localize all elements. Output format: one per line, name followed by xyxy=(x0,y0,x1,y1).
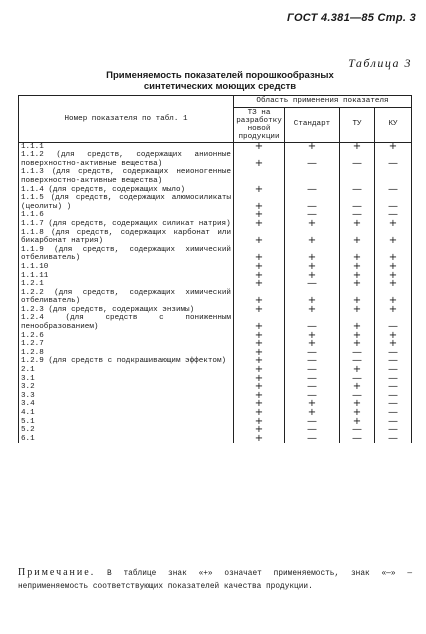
tz-mark-cell: + xyxy=(234,186,285,195)
indicator-number-cell: 2.1 xyxy=(19,366,234,375)
indicator-number-cell: 5.1 xyxy=(19,418,234,427)
standard-mark-cell: + xyxy=(285,332,340,341)
indicator-number-cell: 1.2.9 (для средств с подкрашивающим эффектом) xyxy=(19,357,234,366)
tu-mark-cell: + xyxy=(340,383,375,392)
ku-mark-cell: — xyxy=(375,211,412,220)
tu-mark-cell: + xyxy=(340,332,375,341)
standard-mark-cell xyxy=(285,168,340,185)
indicator-number-cell: 1.1.4 (для средств, содержащих мыло) xyxy=(19,186,234,195)
standard-mark-cell: — xyxy=(285,366,340,375)
ku-mark-cell: — xyxy=(375,314,412,331)
standard-mark-cell: + xyxy=(285,220,340,229)
tu-mark-cell: + xyxy=(340,366,375,375)
standard-mark-cell: — xyxy=(285,375,340,384)
indicator-number-cell: 1.1.9 (для средств, содержащих химический отбеливатель) xyxy=(19,246,234,263)
ku-mark-cell: — xyxy=(375,151,412,168)
indicator-number-cell: 1.2.2 (для средств, содержащих химический отбеливатель) xyxy=(19,289,234,306)
indicator-number-cell: 1.1.7 (для средств, содержащих силикат натрия) xyxy=(19,220,234,229)
indicator-number-cell: 3.4 xyxy=(19,400,234,409)
ku-mark-cell: — xyxy=(375,375,412,384)
table-label: Таблица 3 xyxy=(348,56,412,70)
tz-mark-cell: + xyxy=(234,211,285,220)
column-header-indicator-number: Номер показателя по табл. 1 xyxy=(19,96,234,143)
tz-mark-cell: + xyxy=(234,194,285,211)
table-row xyxy=(19,306,412,315)
standard-mark-cell: + xyxy=(285,306,340,315)
standard-mark-cell: — xyxy=(285,426,340,435)
tz-mark-cell: + xyxy=(234,349,285,358)
ku-mark-cell: + xyxy=(375,306,412,315)
ku-mark-cell: — xyxy=(375,409,412,418)
column-header-application-area: Область применения показателя xyxy=(234,96,412,108)
tz-mark-cell: + xyxy=(234,332,285,341)
indicator-number-cell: 1.2.7 xyxy=(19,340,234,349)
standard-mark-cell: + xyxy=(285,289,340,306)
ku-mark-cell: — xyxy=(375,418,412,427)
tz-mark-cell: + xyxy=(234,280,285,289)
table-title-line-2: синтетических моющих средств xyxy=(143,81,297,92)
tz-mark-cell: + xyxy=(234,220,285,229)
standard-mark-cell: + xyxy=(285,263,340,272)
standard-mark-cell: + xyxy=(285,272,340,281)
standard-mark-cell: + xyxy=(285,400,340,409)
tz-mark-cell: + xyxy=(234,263,285,272)
standard-mark-cell: — xyxy=(285,392,340,401)
tz-mark-cell: + xyxy=(234,357,285,366)
table-row xyxy=(19,229,412,246)
standard-mark-cell: — xyxy=(285,357,340,366)
indicator-number-cell: 1.2.3 (для средств, содержащих энзимы) xyxy=(19,306,234,315)
indicator-number-cell: 1.1.3 (для средств, содержащих неионогенные поверхностно-активные вещества) xyxy=(19,168,234,185)
tu-mark-cell: + xyxy=(340,306,375,315)
ku-mark-cell: — xyxy=(375,366,412,375)
tz-mark-cell: + xyxy=(234,383,285,392)
ku-mark-cell: + xyxy=(375,340,412,349)
applicability-table xyxy=(18,95,412,443)
table-row xyxy=(19,142,412,151)
standard-mark-cell: + xyxy=(285,409,340,418)
tu-mark-cell: + xyxy=(340,142,375,151)
indicator-number-cell: 6.1 xyxy=(19,435,234,444)
indicator-number-cell: 1.2.8 xyxy=(19,349,234,358)
ku-mark-cell: + xyxy=(375,142,412,151)
ku-mark-cell xyxy=(375,168,412,185)
indicator-number-cell: 4.1 xyxy=(19,409,234,418)
table-row xyxy=(19,220,412,229)
ku-mark-cell: — xyxy=(375,400,412,409)
ku-mark-cell: + xyxy=(375,280,412,289)
standard-mark-cell: — xyxy=(285,435,340,444)
tu-mark-cell: + xyxy=(340,400,375,409)
tu-mark-cell: — xyxy=(340,426,375,435)
indicator-number-cell: 1.1.2 (для средств, содержащих анионные поверхностно-активные вещества) xyxy=(19,151,234,168)
tz-mark-cell: + xyxy=(234,142,285,151)
tu-mark-cell: + xyxy=(340,340,375,349)
ku-mark-cell: — xyxy=(375,357,412,366)
note-heading: Примечание. xyxy=(18,567,96,578)
tz-mark-cell: + xyxy=(234,366,285,375)
column-header-tz: ТЗ на разработку новой продукции xyxy=(234,107,285,142)
tu-mark-cell: — xyxy=(340,349,375,358)
table-title-line-1: Применяемость показателей порошкообразных xyxy=(106,70,334,81)
tz-mark-cell: + xyxy=(234,340,285,349)
tu-mark-cell: + xyxy=(340,220,375,229)
column-header-tu: ТУ xyxy=(340,107,375,142)
indicator-number-cell: 1.2.1 xyxy=(19,280,234,289)
tu-mark-cell: — xyxy=(340,186,375,195)
indicator-number-cell: 1.1.8 (для средств, содержащих карбонат или бикарбонат натрия) xyxy=(19,229,234,246)
tu-mark-cell: — xyxy=(340,211,375,220)
tz-mark-cell: + xyxy=(234,289,285,306)
standard-mark-cell: + xyxy=(285,340,340,349)
tu-mark-cell: — xyxy=(340,357,375,366)
standard-mark-cell: — xyxy=(285,314,340,331)
tz-mark-cell: + xyxy=(234,375,285,384)
indicator-number-cell: 3.3 xyxy=(19,392,234,401)
tu-mark-cell: + xyxy=(340,409,375,418)
table-row xyxy=(19,280,412,289)
tz-mark-cell: + xyxy=(234,418,285,427)
table-row xyxy=(19,151,412,168)
tu-mark-cell: + xyxy=(340,272,375,281)
indicator-number-cell: 5.2 xyxy=(19,426,234,435)
indicator-number-cell: 1.1.11 xyxy=(19,272,234,281)
table-title xyxy=(60,70,380,92)
standard-mark-cell: — xyxy=(285,211,340,220)
table-note xyxy=(18,566,412,594)
ku-mark-cell: — xyxy=(375,426,412,435)
table-row xyxy=(19,186,412,195)
indicator-number-cell: 1.1.1 xyxy=(19,142,234,151)
standard-mark-cell: — xyxy=(285,280,340,289)
column-header-standard: Стандарт xyxy=(285,107,340,142)
ku-mark-cell: — xyxy=(375,194,412,211)
ku-mark-cell: + xyxy=(375,229,412,246)
tz-mark-cell: + xyxy=(234,392,285,401)
ku-mark-cell: + xyxy=(375,289,412,306)
standard-mark-cell: — xyxy=(285,383,340,392)
tz-mark-cell: + xyxy=(234,306,285,315)
standard-mark-cell: — xyxy=(285,186,340,195)
standard-mark-cell: + xyxy=(285,142,340,151)
table-row xyxy=(19,435,412,444)
standard-mark-cell: — xyxy=(285,151,340,168)
tz-mark-cell: + xyxy=(234,409,285,418)
ku-mark-cell: — xyxy=(375,383,412,392)
tz-mark-cell: + xyxy=(234,272,285,281)
indicator-number-cell: 3.1 xyxy=(19,375,234,384)
ku-mark-cell: — xyxy=(375,392,412,401)
standard-mark-cell: — xyxy=(285,194,340,211)
ku-mark-cell: + xyxy=(375,220,412,229)
tu-mark-cell: — xyxy=(340,392,375,401)
note-text: В таблице знак «+» означает применяемость, знак «—» — неприменяемость соответствующих показателей качества продукции. xyxy=(18,570,412,591)
tu-mark-cell: + xyxy=(340,229,375,246)
table-row xyxy=(19,168,412,185)
standard-mark-cell: + xyxy=(285,229,340,246)
column-header-ku: КУ xyxy=(375,107,412,142)
tu-mark-cell xyxy=(340,168,375,185)
tu-mark-cell: + xyxy=(340,418,375,427)
tu-mark-cell: + xyxy=(340,280,375,289)
ku-mark-cell: + xyxy=(375,246,412,263)
tu-mark-cell: — xyxy=(340,194,375,211)
indicator-number-cell: 3.2 xyxy=(19,383,234,392)
tu-mark-cell: — xyxy=(340,375,375,384)
standard-mark-cell: — xyxy=(285,349,340,358)
tz-mark-cell: + xyxy=(234,314,285,331)
ku-mark-cell: — xyxy=(375,349,412,358)
ku-mark-cell: — xyxy=(375,435,412,444)
standard-mark-cell: — xyxy=(285,418,340,427)
tu-mark-cell: — xyxy=(340,435,375,444)
tz-mark-cell: + xyxy=(234,229,285,246)
tz-mark-cell: + xyxy=(234,426,285,435)
ku-mark-cell: + xyxy=(375,272,412,281)
document-reference: ГОСТ 4.381—85 Стр. 3 xyxy=(287,12,416,24)
tz-mark-cell: + xyxy=(234,151,285,168)
tz-mark-cell: + xyxy=(234,246,285,263)
indicator-number-cell: 1.1.5 (для средств, содержащих алюмосиликаты (цеолиты) ) xyxy=(19,194,234,211)
tz-mark-cell: + xyxy=(234,435,285,444)
indicator-number-cell: 1.1.10 xyxy=(19,263,234,272)
ku-mark-cell: — xyxy=(375,186,412,195)
tu-mark-cell: + xyxy=(340,289,375,306)
indicator-number-cell: 1.2.4 (для средств с пониженным пенообразованием) xyxy=(19,314,234,331)
ku-mark-cell: + xyxy=(375,332,412,341)
tu-mark-cell: — xyxy=(340,151,375,168)
tu-mark-cell: + xyxy=(340,263,375,272)
indicator-number-cell: 1.1.6 xyxy=(19,211,234,220)
tu-mark-cell: + xyxy=(340,314,375,331)
standard-mark-cell: + xyxy=(285,246,340,263)
tu-mark-cell: + xyxy=(340,246,375,263)
tz-mark-cell xyxy=(234,168,285,185)
ku-mark-cell: + xyxy=(375,263,412,272)
tz-mark-cell: + xyxy=(234,400,285,409)
indicator-number-cell: 1.2.6 xyxy=(19,332,234,341)
